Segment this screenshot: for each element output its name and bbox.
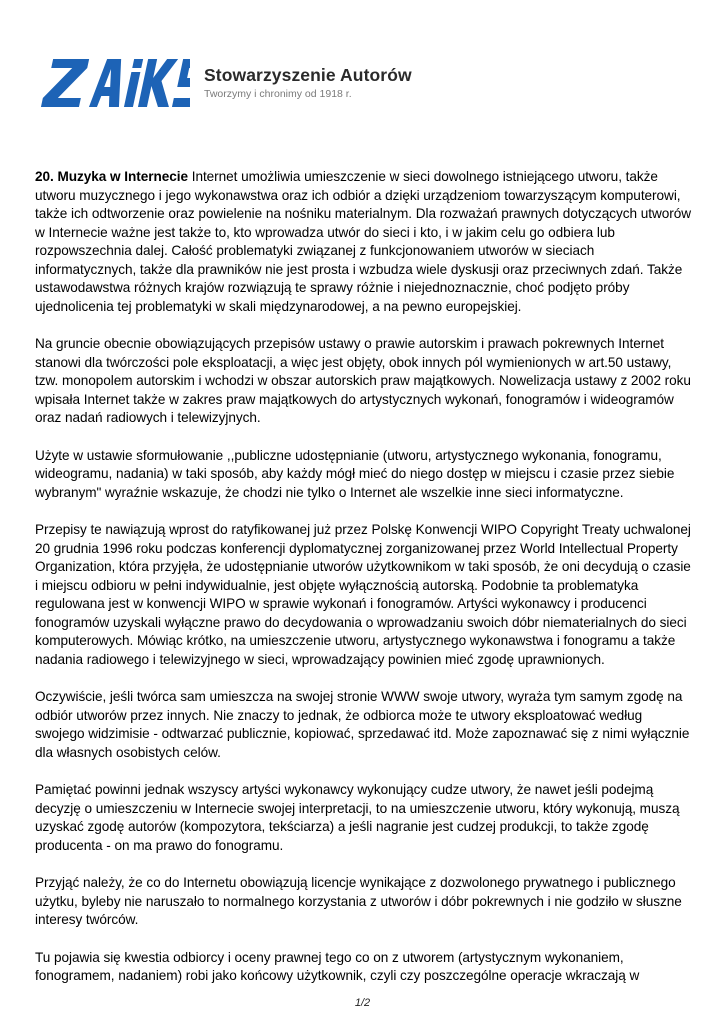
page-number: 1/2 — [354, 997, 371, 1009]
organization-block — [204, 65, 412, 100]
paragraph-8: Tu pojawia się kwestia odbiorcy i oceny prawnej tego co on z utworem (artystycznym wykonaniem, fonogramem, nadaniem) robi jako końcowy użytkownik, czyli czy poszczególne operacje wkraczają w — [35, 949, 640, 983]
paragraph-3: Użyte w ustawie sformułowanie ,,publiczne udostępnianie (utworu, artystycznego wykonania, fonogramu, wideogramu, nadania) w taki sposób, aby każdy mógł mieć do niego dostęp w miejscu i czasie przez siebie wybranym" wyraźnie wskazuje, że chodzi nie tylko o Internet ale wszelkie inne sieci informatyczne. — [35, 447, 675, 500]
paragraph-text: Internet umożliwia umieszczenie w sieci dowolnego istniejącego utworu, także utworu muzycznego i jego wykonawstwa oraz ich odbiór a dzięki urządzeniom towarzyszącym komputerowi, także ich odtworzenie oraz powielenie na nośniku materialnym. Dla rozważań prawnych dotyczących utworów w Internecie ważne jest także to, kto wprowadza utwór do sieci i kto, i w jakim celu go odbiera lub rozpowszechnia dalej. Całość problematyki związanej z funkcjonowaniem utworów w sieciach informatycznych, także dla prawników nie jest prosta i wzbudza wiele dyskusji oraz przeciwnych zdań. Także ustawodawstwa różnych krajów rozwiązują te sprawy różnie i niejednoznacznie, choć podjęto próby ujednolicenia tej problematyki w skali międzynarodowej, a na pewno europejskiej. — [35, 169, 691, 314]
paragraph-7: Przyjąć należy, że co do Internetu obowiązują licencje wynikające z dozwolonego prywatnego i publicznego użytku, byleby nie naruszało to normalnego korzystania z utworów i dóbr pokrewnych i nie godziło w słuszne interesy twórców. — [35, 875, 682, 927]
paragraph-2: Na gruncie obecnie obowiązujących przepisów ustawy o prawie autorskim i prawach pokrewnych Internet stanowi dla twórczości pole eksploatacji, a więc jest objęty, obok innych pól wymienionych w art.50 ustawy, tzw. monopolem autorskim i wchodzi w obszar autorskich praw majątkowych. Nowelizacja ustawy z 2002 roku wpisała Internet także w zakres praw majątkowych do artystycznych wykonań, fonogramów i wideogramów oraz nadań radiowych i telewizyjnych. — [35, 336, 691, 425]
article-heading: 20. Muzyka w Internecie — [35, 169, 188, 184]
logo-text: ZAiKS — [40, 55, 43, 56]
paragraph-1 — [35, 168, 691, 316]
organization-tagline: Tworzymy i chronimy od 1918 r. — [204, 88, 352, 100]
page-header — [40, 55, 680, 115]
zaiks-logo — [40, 55, 190, 111]
article-body — [35, 168, 691, 1005]
paragraph-4: Przepisy te nawiązują wprost do ratyfikowanej już przez Polskę Konwencji WIPO Copyright Treaty uchwalonej 20 grudnia 1996 roku podczas konferencji dyplomatycznej zorganizowanej przez World Intellectual Property Organization, która przyjęła, że udostępnianie utworów użytkownikom w taki sposób, że oni decydują o czasie i miejscu odbioru w pełni indywidualnie, jest objęte wyłącznością autorską. Podobnie ta problematyka regulowana jest w konwencji WIPO w sprawie wykonań i fonogramów. Artyści wykonawcy i producenci fonogramów uzyskali wyłączne prawo do decydowania o wprowadzaniu swoich dóbr niematerialnych do sieci komputerowych. Mówiąc krótko, na umieszczenie utworu, artystycznego wykonawstwa i fonogramu a także nadania radiowego i telewizyjnego w sieci, wprowadzający powinien mieć zgodę uprawnionych. — [35, 522, 691, 667]
organization-name: Stowarzyszenie Autorów — [204, 65, 412, 85]
paragraph-6: Pamiętać powinni jednak wszyscy artyści wykonawcy wykonujący cudze utwory, że nawet jeśli podejmą decyzję o umieszczeniu w Internecie swojej interpretacji, to na umieszczenie utworu, który wykonują, muszą uzyskać zgodę autorów (kompozytora, tekściarza) a jeśli nagranie jest cudzej produkcji, to także zgodę producenta - on ma prawo do fonogramu. — [35, 782, 680, 853]
paragraph-5: Oczywiście, jeśli twórca sam umieszcza na swojej stronie WWW swoje utwory, wyraża tym samym zgodę na odbiór utworów przez innych. Nie znaczy to jednak, że odbiorca może te utwory eksploatować według swojego widzimisie - odtwarzać publicznie, kopiować, sprzedawać itd. Może zapoznawać się z nimi wyłącznie dla własnych osobistych celów. — [35, 689, 690, 760]
